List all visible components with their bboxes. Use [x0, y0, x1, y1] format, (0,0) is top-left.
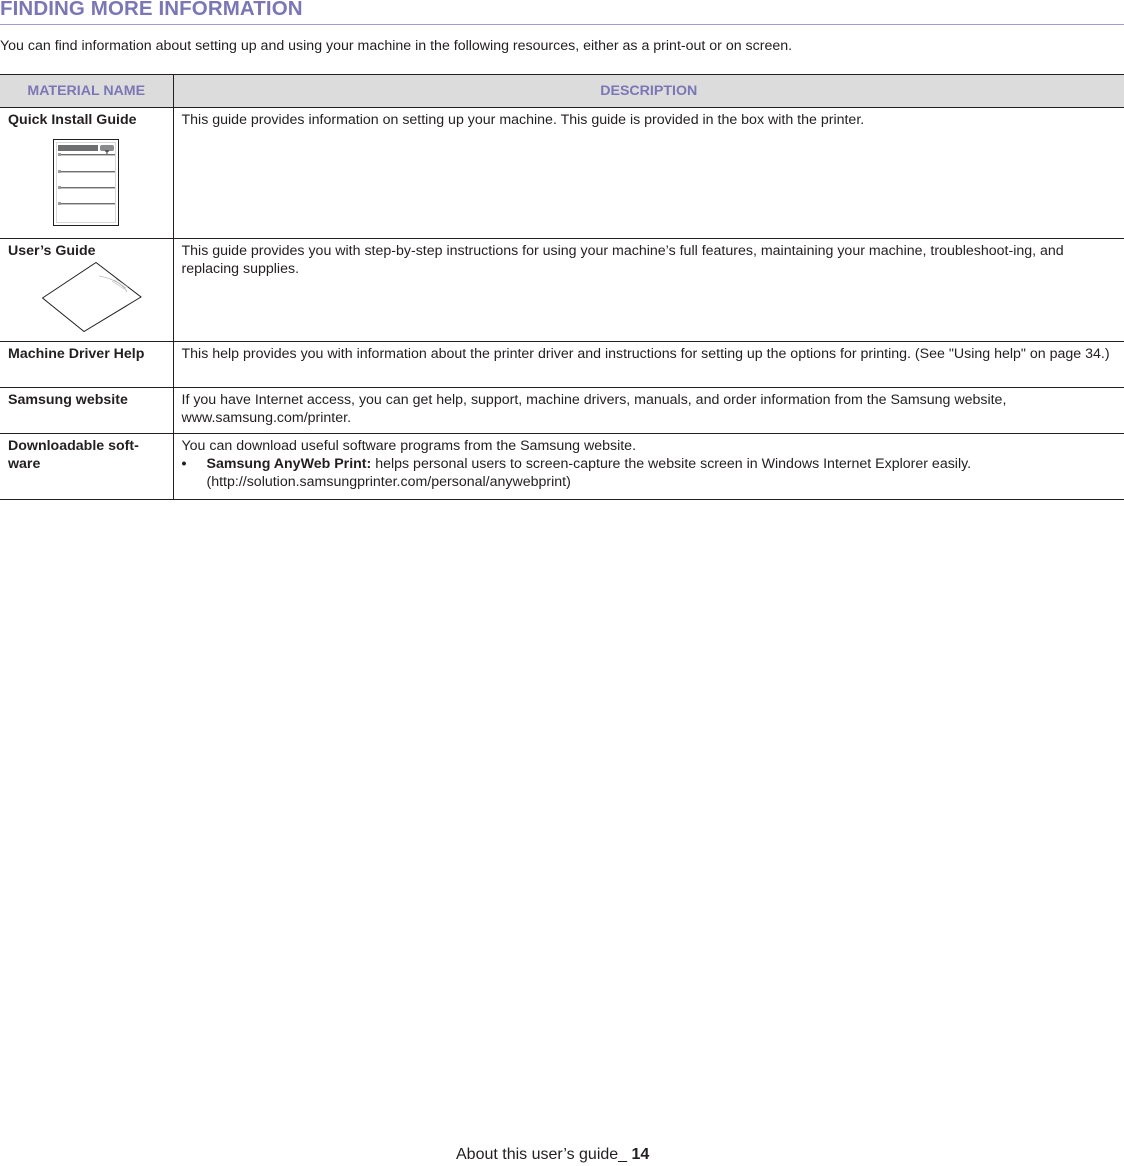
description-cell: [173, 434, 1124, 500]
quick-install-guide-icon: [53, 139, 119, 226]
table-row: [0, 108, 1124, 239]
page-number: 14: [631, 1146, 650, 1163]
cd-disc-icon: [42, 262, 142, 332]
bullet-label: Samsung AnyWeb Print:: [206, 456, 372, 472]
column-header-material-name: MATERIAL NAME: [0, 75, 173, 108]
description-cell: This guide provides information on setting up your machine. This guide is provided in the box with the printer.: [173, 108, 1124, 239]
material-name-cell: [0, 239, 173, 342]
column-header-description: DESCRIPTION: [173, 75, 1124, 108]
description-cell: This guide provides you with step-by-step instructions for using your machine’s full features, maintaining your machine, troubleshoot-ing, and replacing supplies.: [173, 239, 1124, 342]
intro-paragraph: You can find information about setting up and using your machine in the following resources, either as a print-out or on screen.: [0, 38, 793, 54]
description-cell: If you have Internet access, you can get help, support, machine drivers, manuals, and order information from the Samsung website, www.samsung.com/printer.: [173, 388, 1124, 434]
material-name: User’s Guide: [8, 243, 96, 259]
description-text: You can download useful software programs from the Samsung website.: [181, 438, 637, 454]
bullet-marker: •: [181, 456, 187, 472]
page-footer: [456, 1146, 649, 1164]
table-row: [0, 434, 1124, 500]
resources-table: [0, 74, 1124, 500]
material-name-cell: [0, 108, 173, 239]
table-row: [0, 342, 1124, 388]
page-title: FINDING MORE INFORMATION: [0, 0, 303, 20]
footer-text: About this user’s guide_: [456, 1146, 632, 1163]
table-header-row: [0, 75, 1124, 108]
material-name-cell: Downloadable soft-ware: [0, 434, 173, 500]
description-cell: This help provides you with information about the printer driver and instructions for setting up the options for printing. (See "Using help" on page 34.): [173, 342, 1124, 388]
material-name-cell: Machine Driver Help: [0, 342, 173, 388]
bullet-text: helps personal users to screen-capture the website screen in Windows Internet Explorer easily. (http://solution.samsungprinter.com/personal/anywebprint): [206, 456, 972, 490]
table-row: [0, 239, 1124, 342]
material-name-cell: Samsung website: [0, 388, 173, 434]
table-row: [0, 388, 1124, 434]
bullet-item: [182, 455, 1119, 491]
title-divider: [0, 24, 1124, 25]
material-name: Quick Install Guide: [8, 112, 137, 128]
